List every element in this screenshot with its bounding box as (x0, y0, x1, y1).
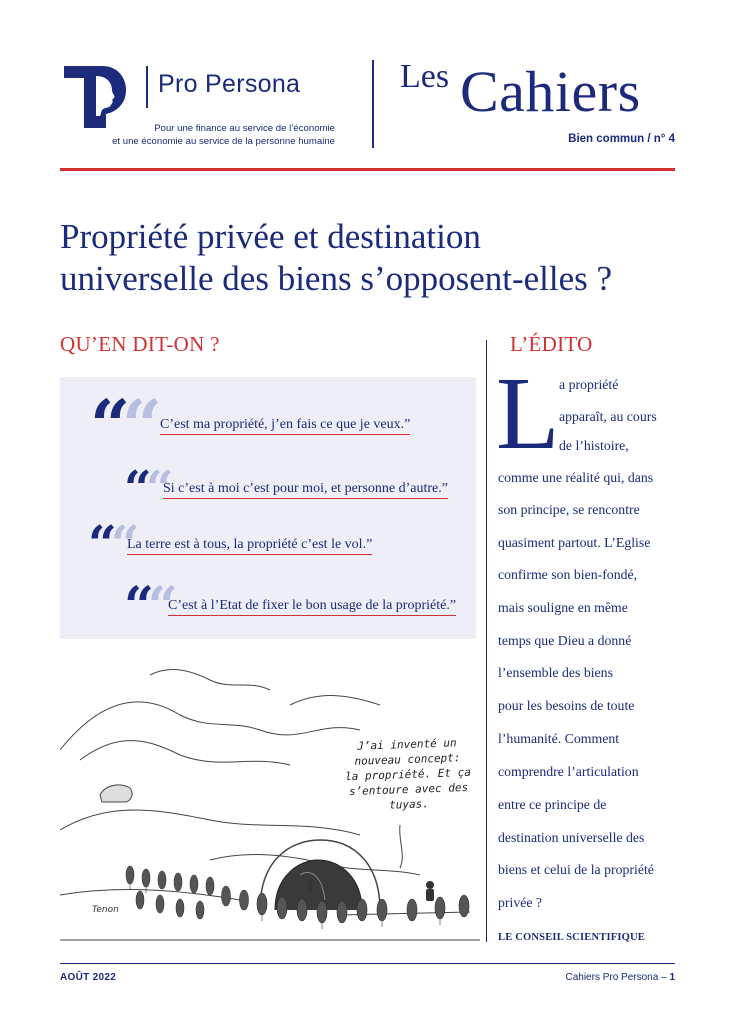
speech-line: tuyas. (388, 797, 430, 812)
quote-mark-icon: ““ (88, 514, 140, 573)
edito-line: son principe, se rencontre (498, 502, 640, 517)
edito-line: l’humanité. Comment (498, 731, 620, 746)
footer-rule (60, 963, 675, 964)
edito-line: apparaît, au cours (559, 409, 657, 424)
column-divider (486, 340, 487, 942)
series-title: Cahiers (460, 59, 641, 124)
quote-3: La terre est à tous, la propriété c’est le vol.” (127, 537, 372, 555)
edito-line: comme une réalité qui, dans (498, 470, 654, 485)
brand-tagline (80, 122, 335, 148)
tagline-line-1: Pour une finance au service de l’économie (154, 123, 335, 134)
edito-line: l’ensemble des biens (498, 665, 613, 680)
title-line-1: Propriété privée et destination (60, 217, 481, 256)
cartoon-signature: Tenon (92, 905, 119, 915)
edito-line: comprendre l’articulation (498, 764, 639, 779)
header-divider (372, 60, 374, 148)
quote-mark-icon: ““ (124, 576, 178, 637)
page-title (60, 216, 700, 300)
page-number: 1 (669, 972, 675, 983)
section-heading-edito: L’ÉDITO (510, 332, 593, 356)
pro-persona-logo-icon (62, 64, 128, 130)
edito-line: de l’histoire, (559, 438, 629, 453)
cartoon-speech (332, 734, 485, 814)
edito-line: mais souligne en même (498, 600, 628, 615)
quote-1: C’est ma propriété, j’en fais ce que je veux.” (160, 417, 410, 435)
edito-line: entre ce principe de (498, 797, 607, 812)
title-line-2: universelle des biens s’opposent-elles ? (60, 259, 613, 298)
edito-line: biens et celui de la propriété (498, 862, 654, 877)
brand-divider (146, 66, 148, 108)
edito-line: privée ? (498, 895, 543, 910)
edito-line: quasiment partout. L’Eglise (498, 535, 651, 550)
edito-signature: LE CONSEIL SCIENTIFIQUE (498, 932, 645, 943)
tagline-line-2: et une économie au service de la personne humaine (112, 136, 335, 147)
quote-mark-icon: ““ (124, 461, 174, 517)
speech-line: nouveau concept: (354, 751, 461, 768)
header-rule (60, 168, 675, 171)
speech-line: la propriété. Et ça (344, 765, 472, 784)
series-title-small: Les (400, 58, 450, 95)
issue-label: Bien commun / n° 4 (568, 133, 675, 145)
footer-date: AOÛT 2022 (60, 972, 117, 983)
quotes-panel (60, 377, 476, 639)
quote-mark-icon: ““ (90, 384, 163, 467)
quote-4: C’est à l’Etat de fixer le bon usage de la propriété.” (168, 598, 456, 616)
brand-name: Pro Persona (158, 70, 301, 98)
edito-line: a propriété (559, 377, 619, 392)
edito-line: pour les besoins de toute (498, 698, 635, 713)
speech-line: s’entoure avec des (348, 780, 469, 799)
footer-publication (480, 972, 675, 983)
edito-line: confirme son bien-fondé, (498, 567, 638, 582)
quote-2: Si c’est à moi c’est pour moi, et personne d’autre.” (163, 481, 448, 499)
edito-line: destination universelle des (498, 830, 645, 845)
footer-publication-name: Cahiers Pro Persona – (565, 972, 667, 983)
speech-line: J’ai inventé un (357, 736, 457, 753)
drop-cap: L (496, 356, 560, 471)
section-heading-quotes: QU’EN DIT-ON ? (60, 332, 220, 356)
edito-line: temps que Dieu a donné (498, 633, 632, 648)
